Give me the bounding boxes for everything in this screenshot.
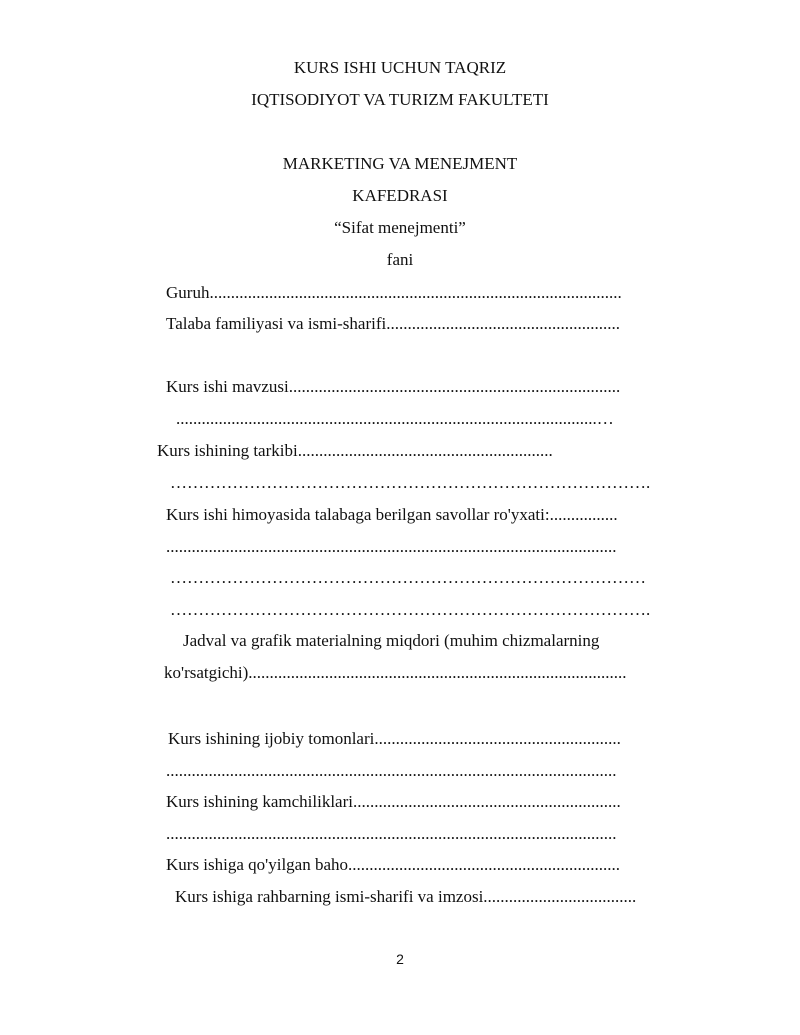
subject-suffix: fani bbox=[386, 250, 414, 269]
field-defense-questions: Kurs ishi himoyasida talabaga berilgan savollar ro'yxati:................ bbox=[166, 505, 618, 524]
field-questions-line-3: …………………………………………………………………………. bbox=[170, 600, 651, 619]
faculty-name: IQTISODIYOT VA TURIZM FAKULTETI bbox=[251, 90, 549, 109]
subject-name: “Sifat menejmenti” bbox=[334, 218, 466, 237]
field-grade: Kurs ishiga qo'yilgan baho................................................................ bbox=[166, 855, 621, 874]
department-name: MARKETING VA MENEJMENT bbox=[282, 154, 518, 173]
field-structure-continuation: …………………………………………………………………………. bbox=[170, 473, 651, 492]
field-weaknesses-continuation: .......................................................................................................... bbox=[166, 824, 617, 843]
field-weaknesses: Kurs ishining kamchiliklari............................................................... bbox=[166, 792, 621, 811]
page-number: 2 bbox=[396, 951, 404, 967]
field-questions-line-2: ………………………………………………………………………… bbox=[170, 568, 646, 587]
field-strengths: Kurs ishining ijobiy tomonlari.......................................................... bbox=[168, 729, 621, 748]
field-strengths-continuation: .......................................................................................................... bbox=[166, 761, 617, 780]
department-label: KAFEDRASI bbox=[352, 186, 448, 205]
review-title: KURS ISHI UCHUN TAQRIZ bbox=[293, 58, 507, 77]
field-tables-graphics-continuation: ko'rsatgichi)......................................................................................... bbox=[164, 663, 627, 682]
field-topic-continuation: ...................................................................................................… bbox=[176, 409, 614, 428]
field-structure: Kurs ishining tarkibi............................................................ bbox=[157, 441, 553, 460]
field-student-name: Talaba familiyasi va ismi-sharifi....................................................... bbox=[166, 314, 620, 333]
field-tables-graphics: Jadval va grafik materialning miqdori (muhim chizmalarning bbox=[183, 631, 600, 650]
field-topic: Kurs ishi mavzusi.............................................................................. bbox=[166, 377, 621, 396]
field-supervisor-signature: Kurs ishiga rahbarning ismi-sharifi va imzosi.................................... bbox=[175, 887, 637, 906]
field-questions-line-1: .......................................................................................................... bbox=[166, 537, 617, 556]
field-group: Guruh................................................................................................. bbox=[166, 283, 622, 302]
